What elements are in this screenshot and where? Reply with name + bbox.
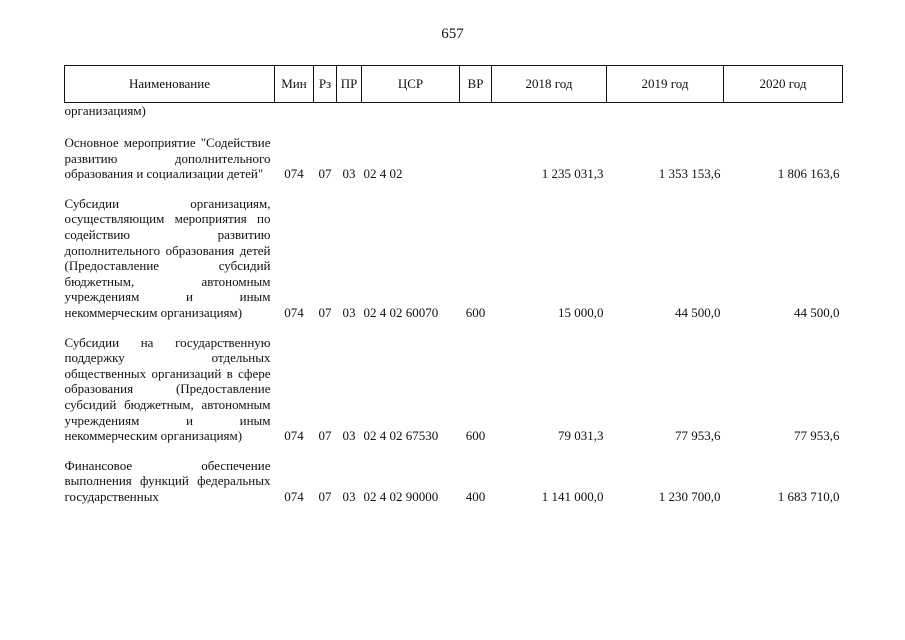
row-pr: 03 [342,304,356,320]
table-row [65,196,843,321]
row-min: 074 [284,428,304,444]
row-2019: 77 953,6 [675,428,721,444]
page-number: 657 [441,26,464,42]
row-2020: 44 500,0 [794,304,840,320]
col-header-csr: ЦСР [362,66,460,103]
col-header-2019: 2019 год [607,66,724,103]
col-header-rz: Рз [314,66,337,103]
row-pr: 03 [342,166,356,182]
row-name: Субсидии организациям, осуществляющим мероприятия по содействию развитию дополнительного образования детей (Предоставление субсидий бюджетным, автономным учреждениям и иным некоммерческим организациям) [64,195,271,320]
row-2020: 77 953,6 [794,428,840,444]
budget-table [64,65,843,504]
row-2019: 44 500,0 [675,304,721,320]
row-2019: 1 230 700,0 [658,488,721,504]
table-row [65,135,843,182]
continuation-row [65,103,843,122]
table-row [65,458,843,505]
row-2018: 79 031,3 [558,428,604,444]
row-vr: 400 [465,488,486,504]
row-name: Финансовое обеспечение выполнения функций федеральных государственных [64,457,271,504]
row-min: 074 [284,488,304,504]
row-min: 074 [284,166,304,182]
row-csr: 02 4 02 90000 [363,488,439,504]
row-rz: 07 [318,428,332,444]
table-row [65,335,843,444]
col-header-2020: 2020 год [724,66,843,103]
row-2018: 15 000,0 [558,304,604,320]
col-header-min: Мин [275,66,314,103]
col-header-vr: ВР [460,66,492,103]
table-header [65,66,843,103]
row-min: 074 [284,304,304,320]
col-header-name: Наименование [65,66,275,103]
continuation-text: организациям) [64,103,146,118]
row-rz: 07 [318,304,332,320]
row-name: Субсидии на государственную поддержку отдельных общественных организаций в сфере образования (Предоставление субсидий бюджетным, автономным учреждениям и иным некоммерческим организациям) [64,334,271,444]
row-csr: 02 4 02 67530 [363,428,439,444]
row-csr: 02 4 02 60070 [363,304,439,320]
row-rz: 07 [318,166,332,182]
row-vr [460,135,492,182]
row-2020: 1 683 710,0 [777,488,840,504]
row-pr: 03 [342,428,356,444]
row-pr: 03 [342,488,356,504]
row-2018: 1 141 000,0 [541,488,604,504]
row-rz: 07 [318,488,332,504]
row-2020: 1 806 163,6 [777,166,840,182]
col-header-pr: ПР [337,66,362,103]
row-2019: 1 353 153,6 [658,166,721,182]
col-header-2018: 2018 год [492,66,607,103]
row-vr: 600 [465,428,486,444]
row-2018: 1 235 031,3 [541,166,604,182]
row-vr: 600 [465,304,486,320]
row-name: Основное мероприятие "Содействие развитию дополнительного образования и социализации детей" [64,135,271,182]
row-csr: 02 4 02 [363,166,403,182]
